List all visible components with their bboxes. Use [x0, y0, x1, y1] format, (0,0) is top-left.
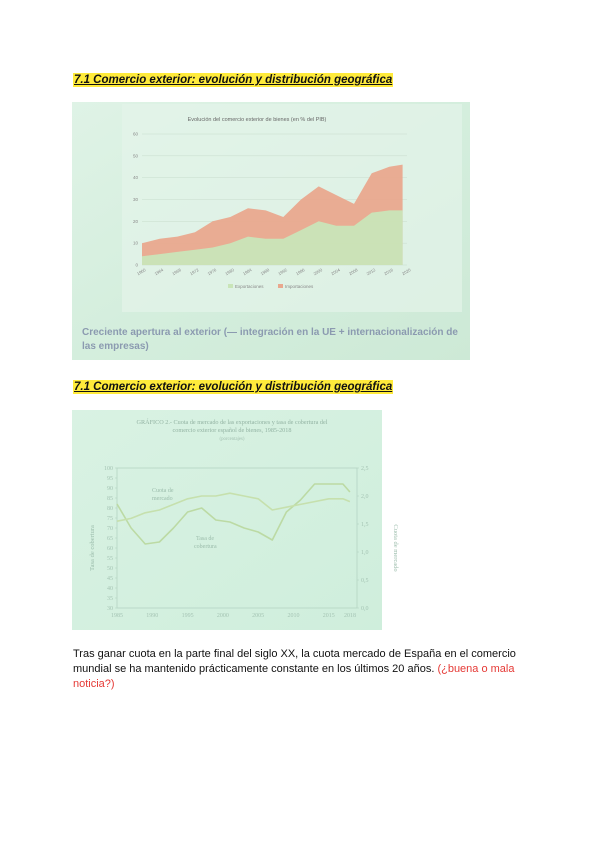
label-cuota-line1: Cuota de: [152, 488, 174, 494]
photo2-left-tick: 50: [107, 566, 113, 572]
photo1-y-tick: 10: [132, 240, 138, 246]
label-cuota-line2: mercado: [152, 496, 173, 502]
photo1-x-tick: 2008: [347, 267, 359, 277]
photo2-left-tick: 55: [107, 556, 113, 562]
photo2-right-tick: 2,0: [361, 494, 369, 500]
photo2-left-tick: 75: [107, 516, 113, 522]
photo1-x-tick: 1980: [224, 267, 235, 277]
photo2-left-tick: 40: [107, 586, 113, 592]
photo2-title-line3: (porcentajes): [219, 437, 245, 442]
photo1-x-tick: 2020: [400, 267, 412, 277]
photo1-x-tick: 2016: [383, 267, 394, 277]
photo2-left-tick: 65: [107, 536, 113, 542]
legend-exportaciones: Exportaciones: [235, 284, 264, 289]
photo2-title-line2: comercio exterior español de bienes, 1985-2018: [172, 427, 292, 434]
photo1-x-tick: 1984: [241, 267, 253, 277]
photo-chart-market-share: [72, 410, 399, 630]
photo2-left-tick: 95: [107, 476, 113, 482]
photo2-right-tick: 2,5: [361, 466, 369, 472]
photo2-x-tick: 1995: [181, 613, 194, 619]
photo1-chart-title: Evolución del comercio exterior de bienes (en % del PIB): [187, 117, 327, 123]
photo2-right-tick: 0,5: [361, 578, 369, 584]
photo2-right-axis-label: Cuota de mercado: [392, 524, 399, 572]
photo1-x-tick: 1976: [206, 267, 218, 277]
photo-chart-trade-openness: [72, 102, 470, 360]
photo1-caption-line1: Creciente apertura al exterior (— integración en la UE + internacionalización de: [82, 327, 458, 338]
photo1-x-tick: 1992: [277, 267, 288, 277]
label-tasa-line1: Tasa de: [196, 536, 215, 542]
photo1-y-tick: 30: [132, 197, 138, 202]
photo2-left-tick: 80: [107, 506, 113, 512]
photo2-left-axis-label: Tasa de cobertura: [89, 525, 96, 571]
photo1-caption-line2: las empresas): [82, 341, 149, 352]
photo2-left-tick: 85: [107, 496, 113, 502]
photo2-right-tick: 0,0: [361, 606, 369, 612]
photo1-y-tick: 20: [132, 218, 138, 224]
photo1-x-tick: 1968: [171, 267, 182, 277]
photo1-x-tick: 1960: [135, 267, 147, 277]
section-heading-2: 7.1 Comercio exterior: evolución y distribución geográfica: [74, 381, 393, 393]
photo2-x-tick: 1990: [146, 613, 159, 619]
photo2-right-tick: 1,5: [361, 522, 369, 528]
photo1-x-tick: 2000: [312, 267, 324, 277]
photo2-title-line1: GRÁFICO 2.- Cuota de mercado de las exportaciones y tasa de cobertura del: [136, 419, 328, 426]
photo2-left-tick: 35: [107, 596, 113, 602]
photo1-y-tick: 0: [135, 262, 138, 268]
photo2-x-tick: 2005: [252, 613, 265, 619]
photo1-y-tick: 50: [132, 153, 138, 159]
photo2-left-tick: 100: [104, 466, 113, 472]
photo2-x-tick: 2010: [287, 613, 300, 619]
photo2-left-tick: 70: [107, 526, 113, 532]
photo2-x-tick: 2015: [322, 613, 335, 619]
photo2-x-tick: 2018: [343, 613, 356, 619]
photo2-left-tick: 45: [107, 576, 113, 582]
paragraph-question: (¿buena o mala noticia?): [73, 663, 515, 690]
legend-importaciones: Importaciones: [285, 284, 314, 289]
photo2-left-tick: 60: [107, 546, 113, 552]
photo1-x-tick: 1996: [294, 267, 306, 277]
photo2-right-tick: 1,0: [361, 550, 369, 556]
photo1-x-tick: 1972: [188, 267, 200, 277]
section-heading-1: 7.1 Comercio exterior: evolución y distribución geográfica: [74, 74, 393, 86]
photo2-left-tick: 30: [107, 606, 113, 612]
photo1-y-tick: 40: [132, 175, 138, 181]
photo1-y-tick: 60: [132, 131, 138, 137]
photo1-x-tick: 2012: [365, 267, 377, 277]
photo1-x-tick: 2004: [330, 267, 341, 277]
paragraph-main-text: Tras ganar cuota en la parte final del siglo XX, la cuota mercado de España en el comercio mundial se ha mantenido prácticamente constante en los últimos 20 años.: [73, 648, 516, 675]
photo2-x-tick: 1985: [111, 613, 123, 619]
photo1-x-tick: 1964: [153, 267, 165, 277]
photo2-x-tick: 2000: [216, 613, 229, 619]
label-tasa-line2: cobertura: [194, 544, 217, 550]
photo2-left-tick: 90: [107, 486, 113, 492]
photo1-x-tick: 1988: [259, 267, 271, 277]
body-paragraph: [73, 647, 533, 692]
